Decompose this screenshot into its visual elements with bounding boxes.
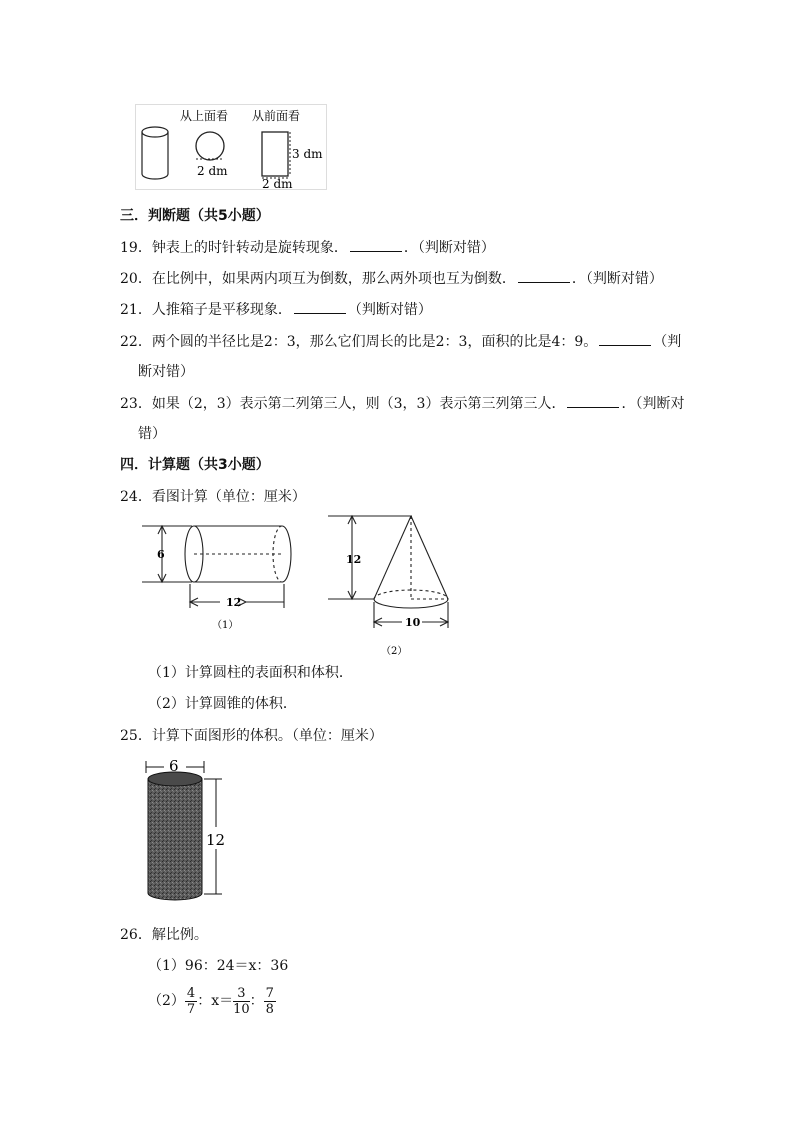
fig1-horizontal-cylinder <box>142 512 302 634</box>
question-24 <box>120 487 306 507</box>
fraction-4-7: $\frac{4}{7}$ <box>186 985 196 1017</box>
label-front-view: 从前面看 <box>252 109 301 123</box>
q22-text: 两个圆的半径比是2：3，那么它们周长的比是2：3，面积的比是4：9。 <box>151 334 598 350</box>
section4-heading: 四．计算题（共3小题） <box>120 457 270 473</box>
fig1-length-label: 12 <box>226 596 242 609</box>
question-26 <box>120 925 208 945</box>
question-19 <box>120 237 495 258</box>
dim-circle: 2 dm <box>197 164 228 178</box>
fig1-height-label: 6 <box>157 548 165 561</box>
q24-sub2: （2）计算圆锥的体积． <box>148 696 297 712</box>
q19-answer-blank[interactable] <box>350 237 402 252</box>
dim-rect-w: 2 dm <box>262 177 293 190</box>
question-23 <box>120 393 684 414</box>
q24-sub1: （1）计算圆柱的表面积和体积． <box>148 665 353 681</box>
q21-answer-blank[interactable] <box>294 299 346 314</box>
q22-tail: （判 <box>653 334 682 350</box>
q22-answer-blank[interactable] <box>599 331 651 346</box>
q25-top-dim: 6 <box>169 757 179 775</box>
question-25 <box>120 726 383 746</box>
q23-number: 23． <box>120 396 152 412</box>
fig2-caption: （2） <box>381 646 408 657</box>
q20-answer-blank[interactable] <box>518 268 570 283</box>
front-view-rect <box>262 132 288 176</box>
q26-number: 26． <box>120 927 152 943</box>
q22-continuation: 断对错） <box>138 364 194 380</box>
cylinder-sketch <box>142 127 168 179</box>
q19-tail: ．（判断对错） <box>403 240 495 256</box>
fig2-height-label: 12 <box>346 553 362 566</box>
q20-number: 20． <box>120 271 152 287</box>
label-top-view: 从上面看 <box>180 109 229 123</box>
q25-number: 25． <box>120 728 152 744</box>
q19-number: 19． <box>120 240 152 256</box>
q23-text: 如果（2，3）表示第二列第三人，则（3，3）表示第三列第三人． <box>151 396 566 412</box>
three-view-svg <box>135 104 327 190</box>
top-view-circle <box>196 132 224 160</box>
q25-textured-cylinder <box>142 757 232 909</box>
q23-continuation: 错） <box>138 426 166 442</box>
q26-sub2-mid: ：x＝ <box>197 993 234 1009</box>
q24-number: 24． <box>120 489 152 505</box>
q20-text: 在比例中，如果两内项互为倒数，那么两外项也互为倒数． <box>151 271 516 287</box>
q21-text: 人推箱子是平移现象． <box>151 302 292 318</box>
q20-tail: ．（判断对错） <box>571 271 663 287</box>
fraction-3-10: $\frac{3}{10}$ <box>233 985 250 1017</box>
q21-number: 21． <box>120 302 152 318</box>
q21-tail: （判断对错） <box>347 302 432 318</box>
q25-text: 计算下面图形的体积。（单位：厘米） <box>151 728 383 744</box>
q24-text: 看图计算（单位：厘米） <box>151 489 306 505</box>
question-22 <box>120 331 681 352</box>
section3-heading: 三．判断题（共5小题） <box>120 208 270 224</box>
fraction-7-8: $\frac{7}{8}$ <box>265 985 274 1017</box>
three-view-figure <box>135 104 327 190</box>
fig2-cone <box>322 508 458 660</box>
q26-sub2-label: （2） <box>148 993 185 1009</box>
q25-side-dim: 12 <box>206 831 226 849</box>
q26-text: 解比例。 <box>151 927 208 943</box>
q23-tail: ．（判断对 <box>621 396 685 412</box>
q26-sub2 <box>148 982 276 1020</box>
q19-text: 钟表上的时针转动是旋转现象． <box>151 240 348 256</box>
fig2-diameter-label: 10 <box>405 616 421 629</box>
q23-answer-blank[interactable] <box>567 393 619 408</box>
question-21 <box>120 299 432 320</box>
q26-sub2-sep: ： <box>249 993 264 1009</box>
q22-number: 22． <box>120 334 152 350</box>
fig1-caption: （1） <box>212 620 239 631</box>
dim-rect-h: 3 dm <box>292 147 323 161</box>
q26-sub1: （1）96：24＝x：36 <box>148 958 289 974</box>
question-20 <box>120 268 663 289</box>
